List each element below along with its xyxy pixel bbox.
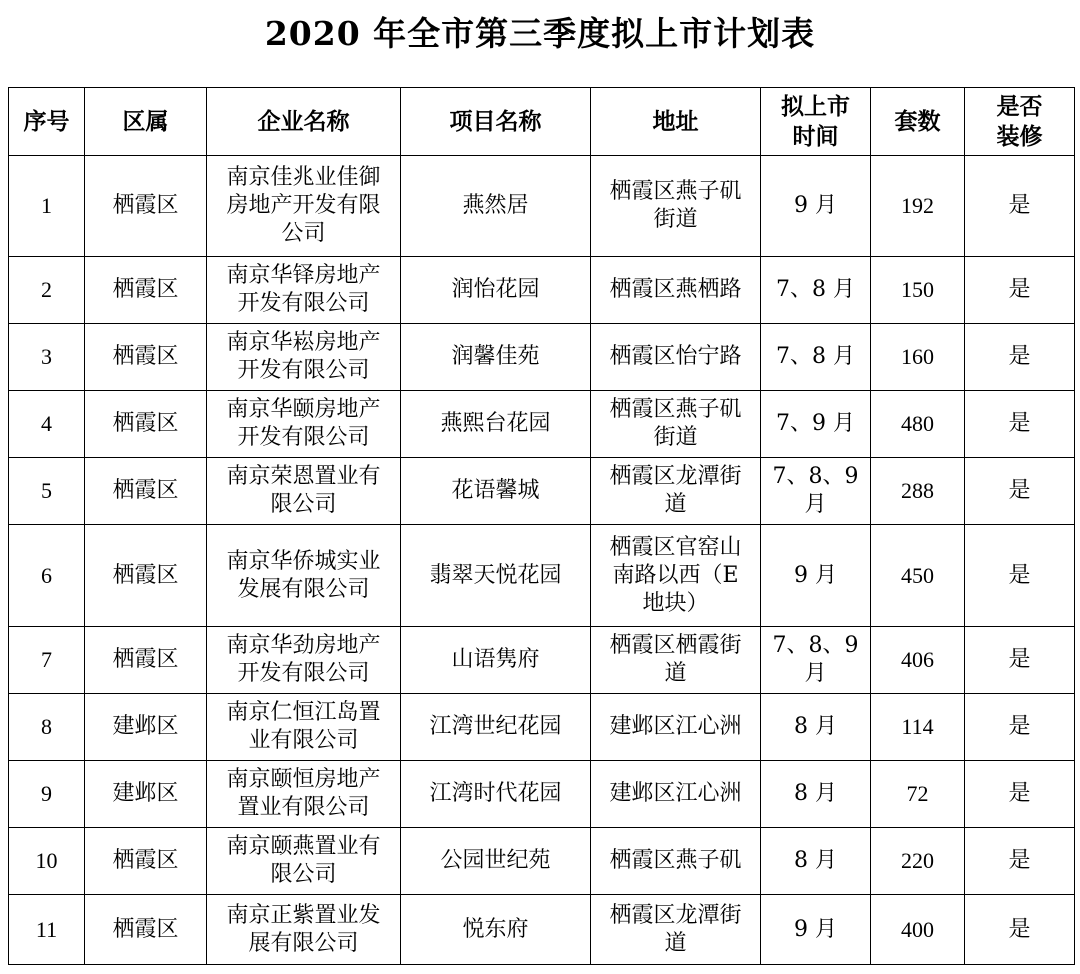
cell-col-decorated: 是 [965, 895, 1075, 965]
cell-col-seq: 5 [9, 458, 85, 525]
cell-col-seq: 2 [9, 257, 85, 324]
cell-col-units: 288 [871, 458, 965, 525]
cell-col-units: 160 [871, 324, 965, 391]
cell-col-project: 燕然居 [401, 156, 591, 257]
table-row [9, 324, 1075, 391]
cell-col-company: 南京颐恒房地产 置业有限公司 [207, 761, 401, 828]
cell-col-units: 72 [871, 761, 965, 828]
plan-table [8, 87, 1075, 965]
cell-col-district: 栖霞区 [85, 895, 207, 965]
cell-col-company: 南京华侨城实业 发展有限公司 [207, 525, 401, 627]
cell-col-district: 栖霞区 [85, 458, 207, 525]
cell-col-district: 栖霞区 [85, 257, 207, 324]
header-col-units: 套数 [871, 88, 965, 156]
cell-col-address: 栖霞区燕子矶 街道 [591, 156, 761, 257]
cell-col-district: 建邺区 [85, 761, 207, 828]
cell-col-units: 192 [871, 156, 965, 257]
cell-col-address: 栖霞区燕子矶 [591, 828, 761, 895]
cell-col-time: 7、8 月 [761, 324, 871, 391]
cell-col-district: 建邺区 [85, 694, 207, 761]
header-col-decorated: 是否 装修 [965, 88, 1075, 156]
cell-col-project: 悦东府 [401, 895, 591, 965]
cell-col-decorated: 是 [965, 761, 1075, 828]
cell-col-district: 栖霞区 [85, 828, 207, 895]
cell-col-company: 南京正紫置业发 展有限公司 [207, 895, 401, 965]
cell-col-project: 翡翠天悦花园 [401, 525, 591, 627]
table-row [9, 458, 1075, 525]
cell-col-seq: 11 [9, 895, 85, 965]
cell-col-address: 栖霞区怡宁路 [591, 324, 761, 391]
cell-col-time: 8 月 [761, 828, 871, 895]
cell-col-project: 江湾时代花园 [401, 761, 591, 828]
cell-col-units: 220 [871, 828, 965, 895]
cell-col-seq: 3 [9, 324, 85, 391]
header-col-project: 项目名称 [401, 88, 591, 156]
cell-col-time: 9 月 [761, 525, 871, 627]
cell-col-address: 栖霞区官窑山 南路以西（E 地块） [591, 525, 761, 627]
cell-col-project: 润怡花园 [401, 257, 591, 324]
cell-col-company: 南京华劲房地产 开发有限公司 [207, 627, 401, 694]
table-body [9, 156, 1075, 965]
header-col-time: 拟上市 时间 [761, 88, 871, 156]
cell-col-address: 建邺区江心洲 [591, 761, 761, 828]
cell-col-units: 400 [871, 895, 965, 965]
table-row [9, 257, 1075, 324]
cell-col-time: 7、8、9 月 [761, 627, 871, 694]
cell-col-decorated: 是 [965, 156, 1075, 257]
header-col-company: 企业名称 [207, 88, 401, 156]
cell-col-company: 南京仁恒江岛置 业有限公司 [207, 694, 401, 761]
table-row [9, 828, 1075, 895]
cell-col-units: 450 [871, 525, 965, 627]
cell-col-seq: 6 [9, 525, 85, 627]
cell-col-decorated: 是 [965, 458, 1075, 525]
cell-col-decorated: 是 [965, 828, 1075, 895]
cell-col-address: 栖霞区龙潭街 道 [591, 458, 761, 525]
cell-col-company: 南京华颐房地产 开发有限公司 [207, 391, 401, 458]
cell-col-district: 栖霞区 [85, 156, 207, 257]
table-row [9, 895, 1075, 965]
cell-col-decorated: 是 [965, 324, 1075, 391]
header-col-seq: 序号 [9, 88, 85, 156]
cell-col-time: 8 月 [761, 761, 871, 828]
cell-col-units: 114 [871, 694, 965, 761]
cell-col-seq: 7 [9, 627, 85, 694]
table-row [9, 156, 1075, 257]
cell-col-time: 9 月 [761, 156, 871, 257]
cell-col-project: 山语隽府 [401, 627, 591, 694]
cell-col-seq: 4 [9, 391, 85, 458]
cell-col-time: 7、9 月 [761, 391, 871, 458]
cell-col-decorated: 是 [965, 525, 1075, 627]
cell-col-address: 栖霞区栖霞街 道 [591, 627, 761, 694]
cell-col-company: 南京佳兆业佳御 房地产开发有限 公司 [207, 156, 401, 257]
cell-col-project: 燕熙台花园 [401, 391, 591, 458]
cell-col-decorated: 是 [965, 627, 1075, 694]
cell-col-seq: 8 [9, 694, 85, 761]
cell-col-units: 406 [871, 627, 965, 694]
cell-col-address: 栖霞区燕子矶 街道 [591, 391, 761, 458]
cell-col-address: 栖霞区龙潭街 道 [591, 895, 761, 965]
cell-col-seq: 9 [9, 761, 85, 828]
cell-col-decorated: 是 [965, 694, 1075, 761]
cell-col-project: 花语馨城 [401, 458, 591, 525]
header-col-district: 区属 [85, 88, 207, 156]
cell-col-company: 南京荣恩置业有 限公司 [207, 458, 401, 525]
table-row [9, 525, 1075, 627]
cell-col-time: 7、8、9 月 [761, 458, 871, 525]
cell-col-project: 润馨佳苑 [401, 324, 591, 391]
header-row [9, 88, 1075, 156]
table-row [9, 761, 1075, 828]
table-row [9, 627, 1075, 694]
header-col-address: 地址 [591, 88, 761, 156]
cell-col-seq: 10 [9, 828, 85, 895]
page-title: 2020 年全市第三季度拟上市计划表 [264, 14, 816, 53]
cell-col-address: 栖霞区燕栖路 [591, 257, 761, 324]
cell-col-units: 150 [871, 257, 965, 324]
cell-col-time: 7、8 月 [761, 257, 871, 324]
cell-col-decorated: 是 [965, 391, 1075, 458]
table-row [9, 391, 1075, 458]
cell-col-company: 南京华铎房地产 开发有限公司 [207, 257, 401, 324]
cell-col-seq: 1 [9, 156, 85, 257]
cell-col-time: 9 月 [761, 895, 871, 965]
cell-col-district: 栖霞区 [85, 324, 207, 391]
cell-col-company: 南京颐燕置业有 限公司 [207, 828, 401, 895]
cell-col-district: 栖霞区 [85, 627, 207, 694]
cell-col-project: 江湾世纪花园 [401, 694, 591, 761]
cell-col-units: 480 [871, 391, 965, 458]
cell-col-district: 栖霞区 [85, 525, 207, 627]
cell-col-decorated: 是 [965, 257, 1075, 324]
cell-col-time: 8 月 [761, 694, 871, 761]
cell-col-company: 南京华崧房地产 开发有限公司 [207, 324, 401, 391]
cell-col-district: 栖霞区 [85, 391, 207, 458]
table-row [9, 694, 1075, 761]
cell-col-project: 公园世纪苑 [401, 828, 591, 895]
cell-col-address: 建邺区江心洲 [591, 694, 761, 761]
